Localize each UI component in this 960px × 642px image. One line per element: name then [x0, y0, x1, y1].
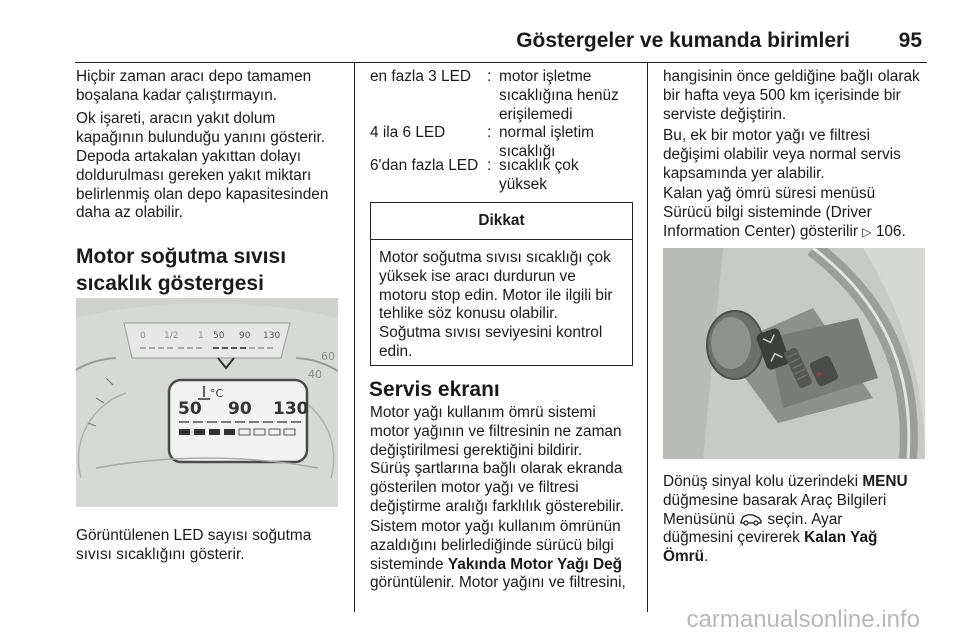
- text-line: Soğutma sıvısı seviyesini kontrol: [379, 324, 603, 342]
- text-line: görüntülenir. Motor yağını ve filtresini,: [370, 574, 626, 592]
- text-line: gösterilen motor yağı ve filtresi: [370, 479, 579, 497]
- zoom-temp-symbol: °C: [210, 387, 224, 400]
- menu-item-label: Ömrü: [663, 548, 705, 566]
- coolant-gauge-illustration: [76, 298, 338, 507]
- watermark: carmanualsonline.info: [686, 606, 920, 633]
- text-line: değişimi olabilir veya normal servis: [663, 145, 901, 163]
- column-divider-1: [354, 62, 355, 612]
- led-separator: :: [487, 68, 492, 85]
- caution-body: [371, 240, 632, 362]
- service-text-1: [370, 404, 624, 517]
- text-line: azaldığını belirlediğinde sürücü bilgi: [370, 536, 614, 554]
- text-line: boşalana kadar çalıştırmayın.: [76, 86, 278, 104]
- text-line: motor yağının ve filtresinin ne zaman: [370, 422, 622, 440]
- text-run: düğmesini çevirerek: [663, 529, 805, 547]
- text-line: [663, 511, 908, 530]
- led-separator: :: [487, 124, 492, 141]
- text-line: [663, 473, 908, 492]
- oil-life-menu-text: [663, 185, 906, 241]
- text-line: değiştirilmesi gerektiğini bildirir.: [370, 441, 583, 459]
- caution-box: [370, 202, 633, 366]
- caution-title: Dikkat: [371, 203, 632, 240]
- page-header: [0, 20, 960, 60]
- svg-text:40: 40: [308, 368, 322, 381]
- coolant-gauge-figure: [76, 298, 338, 507]
- text-line: Depoda artakalan yakıttan dolayı: [76, 148, 302, 165]
- text-line: Sürücü bilgi sisteminde (Driver: [663, 203, 872, 221]
- upper-scale-half: 1/2: [164, 331, 179, 341]
- heading-line: Motor soğutma sıvısı: [76, 245, 287, 268]
- text-line: tehlike söz konusu olabilir.: [379, 305, 558, 323]
- text-line: motoru stop edin. Motor ile ilgili bir: [379, 286, 613, 304]
- turn-signal-lever-illustration: [663, 248, 925, 459]
- page-reference-icon: ▷: [862, 224, 872, 239]
- text-line: [370, 556, 626, 575]
- text-line: kapsamında yer alabilir.: [663, 164, 825, 182]
- text-line: sıcaklık çok: [499, 157, 579, 174]
- text-line: Ok işareti, aracın yakıt dolum: [76, 110, 276, 127]
- text-line: yüksek ise aracı durdurun ve: [379, 267, 576, 285]
- text-line: [663, 529, 908, 548]
- upper-scale-0: 0: [140, 331, 146, 341]
- text-line: serviste değiştirin.: [663, 105, 787, 123]
- upper-scale-130: 130: [263, 331, 281, 341]
- led-count: en fazla 3 LED: [370, 68, 471, 85]
- zoom-scale-130: 130: [273, 399, 309, 419]
- text-line: yüksek: [499, 175, 547, 193]
- svg-text:☀: ☀: [814, 369, 825, 381]
- led-separator: :: [487, 157, 492, 174]
- text-line: Görüntülenen LED sayısı soğutma: [76, 527, 312, 544]
- text-run: Menüsünü: [663, 510, 740, 528]
- text-line: sıcaklığı: [499, 142, 556, 160]
- text-line: Motor soğutma sıvısı sıcaklığı çok: [379, 249, 611, 266]
- text-line: erişilemedi: [499, 105, 573, 123]
- text-line: hangisinin önce geldiğine bağlı olarak: [663, 68, 920, 85]
- menu-button-label: MENU: [862, 473, 908, 490]
- zoom-scale-50: 50: [178, 399, 202, 419]
- text-run: seçin. Ayar: [763, 510, 843, 528]
- text-line: daha az olabilir.: [76, 204, 183, 222]
- text-line: Sistem motor yağı kullanım ömrünün: [370, 518, 621, 535]
- text-line: Kalan yağ ömrü süresi menüsü: [663, 185, 876, 202]
- text-line: [663, 223, 906, 242]
- text-line: Motor yağı kullanım ömrü sistemi: [370, 404, 596, 421]
- led-count: 4 ila 6 LED: [370, 124, 446, 141]
- upper-scale-50: 50: [213, 331, 225, 341]
- zoom-scale-90: 90: [228, 399, 252, 419]
- header-title: Göstergeler ve kumanda birimleri: [516, 29, 850, 52]
- text-line: sıvısı sıcaklığını gösterir.: [76, 545, 245, 563]
- menu-item-label: Kalan Yağ: [804, 529, 878, 547]
- section-heading-coolant: [76, 243, 286, 297]
- fuel-warning-text: [76, 68, 311, 106]
- led-count: 6'dan fazla LED: [370, 157, 479, 174]
- column-divider-2: [647, 62, 648, 612]
- text-line: edin.: [379, 342, 413, 360]
- text-run: Information Center) gösterilir: [663, 222, 863, 240]
- oil-change-text: [663, 68, 920, 124]
- heading-line: sıcaklık göstergesi: [76, 272, 264, 295]
- text-line: Sürüş şartlarına bağlı olarak ekranda: [370, 460, 623, 478]
- figure-caption-coolant: [76, 527, 311, 565]
- display-message-name: Yakında Motor Yağı Değ: [447, 555, 623, 573]
- fuel-residual-text: [76, 148, 328, 223]
- menu-instructions-text: [663, 473, 908, 567]
- text-line: değiştirme aralığı farklılık gösterebilir.: [370, 497, 625, 515]
- page-number: 95: [898, 29, 922, 52]
- text-line: düğmesine basarak Araç Bilgileri: [663, 491, 887, 509]
- text-line: motor işletme: [499, 68, 592, 85]
- led-description: [499, 68, 634, 124]
- text-run: .: [704, 548, 709, 566]
- turn-signal-lever-figure: [663, 248, 925, 459]
- led-description: [499, 124, 634, 162]
- text-line: sıcaklığına henüz: [499, 86, 619, 104]
- text-line: [663, 548, 908, 567]
- text-run: Dönüş sinyal kolu üzerindeki: [663, 473, 863, 490]
- upper-scale-1: 1: [198, 331, 204, 341]
- text-line: Hiçbir zaman aracı depo tamamen: [76, 68, 312, 85]
- text-line: bir hafta veya 500 km içerisinde bir: [663, 86, 901, 104]
- text-line: belirlenmiş olan depo kapasitesinden: [76, 185, 329, 203]
- text-line: normal işletim: [499, 124, 594, 141]
- page-reference[interactable]: 106.: [875, 222, 906, 240]
- text-line: kapağının bulunduğu yanını gösterir.: [76, 128, 326, 146]
- svg-text:60: 60: [321, 350, 335, 363]
- fuel-arrow-text: [76, 110, 325, 148]
- text-line: doldurulması gereken yakıt miktarı: [76, 166, 312, 184]
- text-run: sisteminde: [370, 555, 448, 573]
- led-description: [499, 157, 634, 195]
- oil-filter-text: [663, 127, 901, 183]
- upper-scale-90: 90: [239, 331, 251, 341]
- service-text-2: [370, 518, 626, 593]
- section-heading-service: Servis ekranı: [369, 378, 500, 401]
- header-rule: [75, 62, 927, 63]
- text-line: Bu, ek bir motor yağı ve filtresi: [663, 127, 870, 144]
- vehicle-info-car-icon: [739, 512, 763, 526]
